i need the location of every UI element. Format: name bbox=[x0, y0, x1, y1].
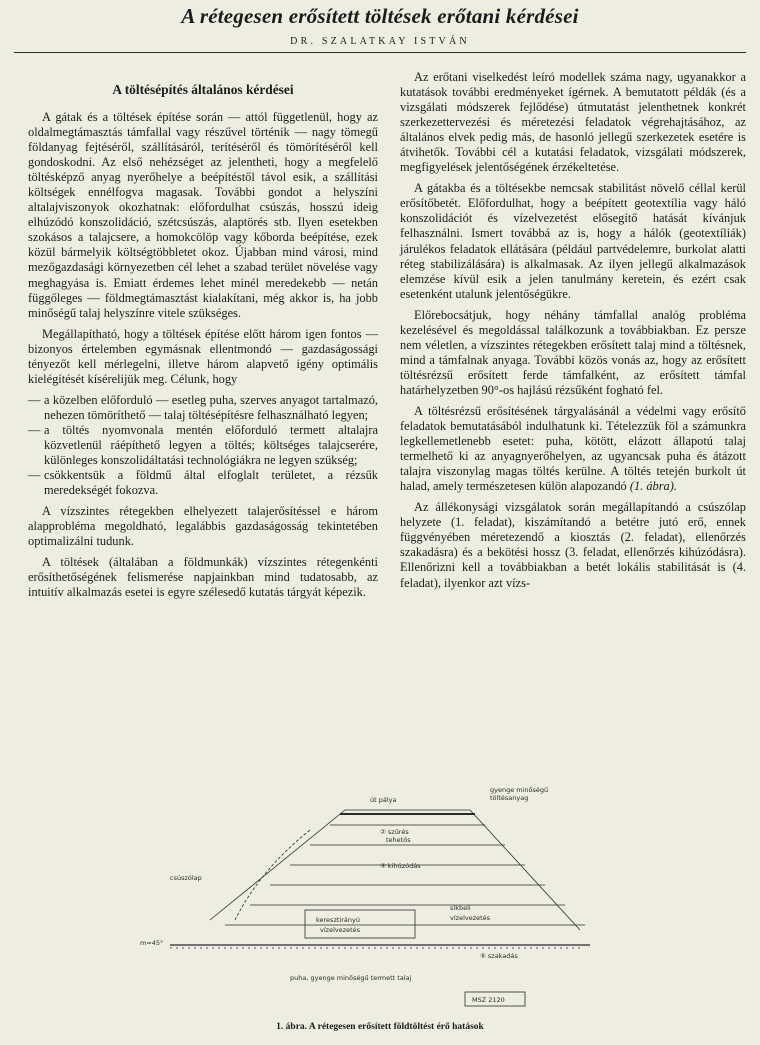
label-drain-2: vízelvezetés bbox=[450, 914, 491, 922]
slip-surface bbox=[235, 830, 310, 920]
label-pullout: ③ kihúzódás bbox=[380, 862, 421, 870]
label-weak: gyenge minőségű bbox=[490, 786, 549, 794]
label-weak-2: töltésanyag bbox=[490, 794, 529, 802]
right-paragraph-5: Az állékonysági vizsgálatok során megállapítandó a csúszólap helyzete (1. feladat), kiszámítandó a betétre jutó erő, ennek függvényében méretezendő a kiosztás (2. feladat), ellenőrzés szakadásra) és a bekötési hossz (3. feladat, ellenőrzés kihúzódásra). Ellenőrizni kell a továbbiakban a betét lokális stabilitását is (4. feladat), ilyenkor azt vízs- bbox=[400, 500, 746, 590]
figure-reference: (1. ábra). bbox=[629, 479, 677, 494]
label-road: út pálya bbox=[370, 796, 397, 804]
figure-caption: 1. ábra. A rétegesen erősített földtöltést érő hatások bbox=[276, 1022, 484, 1032]
right-paragraph-3: Előrebocsátjuk, hogy néhány támfallal analóg probléma kezelésével és megoldással találkozunk a továbbiakban. Ez persze nem véletlen, a vízszintes rétegekben erősített talaj mind a töltésnek, mind a támfalnak anyaga. További közös vonás az, hogy az erősített töltésrézsű erősített ferde támfalként, az erősített támfal határhelyzetben 90°-os hajlású rézsűként fogható fel. bbox=[400, 307, 746, 397]
label-plane: síkbeli bbox=[450, 904, 471, 912]
label-cross: keresztirányú bbox=[316, 916, 360, 924]
right-paragraph-4 bbox=[400, 404, 746, 494]
left-paragraph-1: A gátak és a töltések építése során — attól függetlenül, hogy az oldalmegtámasztás támfallal vagy részűvel történik — nagy tömegű földanyag fejtéséről, szállításáról, terítéséről és tömörítéséről kell gondoskodni. Az első nehézséget az jelentheti, hogy a megfelelő töltésképző anyag nyerőhelye a beépítéstől távol esik, a szállítási költségek ennélfogva magasak. További gondot a helyszíni altalajviszonyok okozhatnak: előfordulhat csúszás, hosszú ideig elhúzódó konszolidáció, szétcsúszás, alaptörés stb. Ilyen esetekben szokásos a talajcsere, a homokcölöp vagy kőborda beépítése, ezek közül bármelyik költségtöbbletet okoz. Újabban mind városi, mind mezőgazdasági környezetben cél lehet a szabad terület növelése vagy meghagyása is. Emiatt érdemes lehet minél meredekebb — netán függőleges — földmegtámasztást kialakítani, még akkor is, ha jobb minőségű talaj helyszínre vitele szükséges. bbox=[28, 110, 378, 320]
label-break: ⑤ szakadás bbox=[480, 952, 518, 960]
goals-list bbox=[28, 393, 378, 498]
right-column bbox=[400, 70, 746, 597]
title-rule bbox=[14, 52, 746, 53]
label-level: m=45° bbox=[140, 939, 164, 947]
label-stamp: MSZ 2120 bbox=[472, 996, 505, 1004]
label-drain: vízelvezetés bbox=[320, 926, 361, 934]
right-paragraph-1: Az erőtani viselkedést leíró modellek száma nagy, ugyanakkor a kutatások további eredményeket ígérnek. A bemutatott példák (és a vizsgálati módszerek fejlődése) útmutatást jelenthetnek konkrét szerkezettervezési és méretezési feladatok végrehajtásához, az általános elvek pedig más, de hasonló jellegű szerkezetek esetére is átvihetők. További cél a kutatási feladatok, vizsgálati módszerek, megfigyelések jelentőségének érzékeltetése. bbox=[400, 70, 746, 175]
article-title: A rétegesen erősített töltések erőtani kérdései bbox=[181, 4, 579, 28]
label-slip: csúszólap bbox=[170, 874, 202, 882]
label-subsoil: puha, gyenge minőségű termett talaj bbox=[290, 974, 412, 982]
goal-item-3: — csökkentsük a földmű által elfoglalt területet, a rézsűk meredekségét fokozva. bbox=[28, 468, 378, 498]
label-filter-2: tehetős bbox=[386, 836, 411, 844]
section-title: A töltésépítés általános kérdései bbox=[112, 82, 294, 97]
figure-1 bbox=[140, 770, 600, 1020]
left-paragraph-4: A töltések (általában a földmunkák) vízszintes rétegenkénti erősíthetőségének felismerése napjainkban mind tudatosabb, az intuitív alkalmazás esetei is egyre szélesedő kutatás tárgyát képezik. bbox=[28, 555, 378, 600]
goal-item-1: — a közelben előforduló — esetleg puha, szerves anyagot tartalmazó, nehezen tömöríthető — talaj töltésépítésre felhasználható legyen; bbox=[28, 393, 378, 423]
author-line: DR. SZALATKAY ISTVÁN bbox=[290, 36, 470, 47]
embankment-diagram bbox=[140, 770, 600, 1020]
left-column bbox=[28, 82, 378, 606]
label-filter: ② szűrés bbox=[380, 828, 409, 836]
right-paragraph-2: A gátakba és a töltésekbe nemcsak stabilitást növelő céllal kerül erősítőbetét. Előfordulhat, hogy a beépített geotextília vagy háló konszolidációt és vízelvezetést elősegítő hatását kívánjuk felhasználni. Ismert továbbá az is, hogy a hálók (geotextíliák) járulékos feladatok ellátására (például partvédelemre, burkolat alatti réteg stabilizálására) is alkalmasak. Az ilyen jellegű alkalmazások elemzése kívül esik a jelen tanulmány keretein, és ezért csak esetenként utalunk jelentőségükre. bbox=[400, 181, 746, 301]
left-paragraph-3: A vízszintes rétegekben elhelyezett talajerősítéssel e három alapprobléma megoldható, legalábbis gazdaságosság tekintetében optimalizálni tudunk. bbox=[28, 504, 378, 549]
right-paragraph-4-text: A töltésrézsű erősítésének tárgyalásánál a védelmi vagy erősítő feladatok bemutatásából indulhatunk ki. Tételezzük föl a számunkra legkellemetlenebb esetet: puha, kötött, elázott állapotú talaj termelhető ki az anyagnyerőhelyen, az ugyancsak puha és átázott talajra viszonylag magas töltés kerülne. A töltés tetején burkolt út halad, amely természetesen külön alapozandó bbox=[400, 403, 746, 494]
left-paragraph-2: Megállapítható, hogy a töltések építése előtt három igen fontos — bizonyos értelemben egymásnak ellentmondó — gazdaságossági tényezőt kell mérlegelni, illetve három alapvető igény optimális kielégítését kísérelijük meg. Célunk, hogy bbox=[28, 326, 378, 386]
goal-item-2: — a töltés nyomvonala mentén előforduló termett altalajra közvetlenül ráépíthető legyen a töltés; költséges talajcserére, különleges konszolidáltatási technológiákra ne legyen szükség; bbox=[28, 423, 378, 468]
